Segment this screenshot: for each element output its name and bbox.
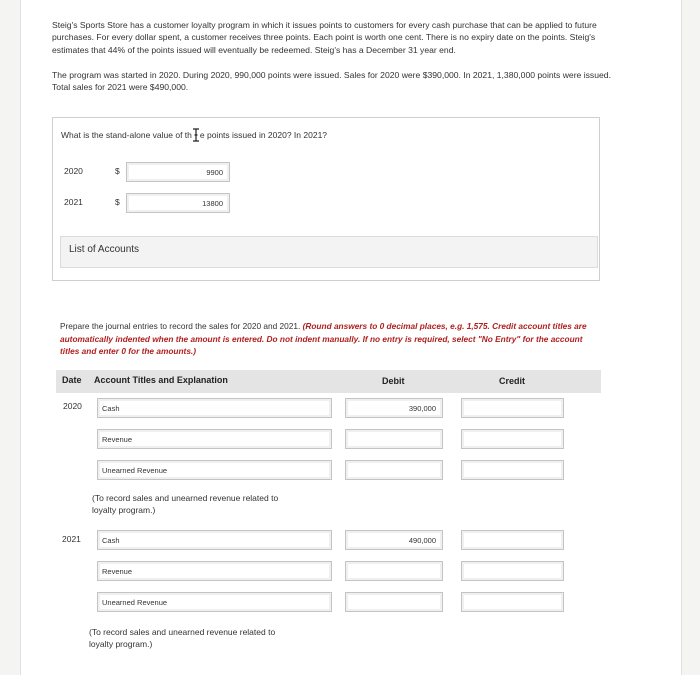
journal-table-header	[56, 370, 601, 393]
journal-instructions: Prepare the journal entries to record the sales for 2020 and 2021. (Round answers to 0 decimal places, e.g. 1,575. Credit account titles are automatically indented when the amount is entered. Do not indent manually. If no entry is required, select "No Entry" for the account titles and enter 0 for the amounts.)	[60, 321, 587, 356]
stand-alone-year-2021: 2021	[64, 197, 83, 207]
question-prompt: What is the stand-alone value of th e points issued in 2020? In 2021?	[61, 130, 328, 140]
stand-alone-value-2021-input[interactable]	[126, 193, 230, 213]
debit-header: Debit	[382, 376, 405, 386]
account-input-2020-line2[interactable]	[97, 429, 332, 449]
debit-input-2021-line1[interactable]	[345, 530, 443, 550]
account-input-2021-line1[interactable]	[97, 530, 332, 550]
debit-input-2021-line3[interactable]	[345, 592, 443, 612]
entry-date-2021: 2021	[62, 534, 81, 544]
account-input-2021-line2[interactable]	[97, 561, 332, 581]
text-cursor-icon	[192, 129, 200, 141]
debit-input-2020-line1[interactable]	[345, 398, 443, 418]
credit-input-2021-line3[interactable]	[461, 592, 564, 612]
debit-input-2021-line2[interactable]	[345, 561, 443, 581]
credit-input-2020-line3[interactable]	[461, 460, 564, 480]
currency-sign-2021: $	[115, 197, 120, 207]
date-header: Date	[62, 375, 82, 385]
list-of-accounts-button[interactable]	[60, 236, 598, 268]
account-input-2020-line1[interactable]	[97, 398, 332, 418]
entry-date-2020: 2020	[63, 401, 82, 411]
account-header: Account Titles and Explanation	[94, 375, 228, 385]
stand-alone-value-2020-input[interactable]	[126, 162, 230, 182]
debit-input-2020-line3[interactable]	[345, 460, 443, 480]
credit-input-2020-line1[interactable]	[461, 398, 564, 418]
credit-input-2021-line1[interactable]	[461, 530, 564, 550]
credit-input-2020-line2[interactable]	[461, 429, 564, 449]
explanation-2021: (To record sales and unearned revenue related to loyalty program.)	[89, 627, 276, 649]
problem-intro: Steig's Sports Store has a customer loyalty program in which it issues points to customers for every cash purchase that can be applied to future purchases. For every dollar spent, a customer receives three points. Each point is worth one cent. There is no expiry date on the points. Steig's estimates that 44% of the points issued will eventually be redeemed. Steig's has a December 31 year end.	[52, 20, 597, 55]
stand-alone-year-2020: 2020	[64, 166, 83, 176]
account-input-2021-line3[interactable]	[97, 592, 332, 612]
problem-details: The program was started in 2020. During 2020, 990,000 points were issued. Sales for 2020 were $390,000. In 2021, 1,380,000 points were issued. Total sales for 2021 were $490,000.	[52, 70, 611, 93]
credit-input-2021-line2[interactable]	[461, 561, 564, 581]
explanation-2020: (To record sales and unearned revenue related to loyalty program.)	[92, 493, 279, 515]
currency-sign-2020: $	[115, 166, 120, 176]
account-input-2020-line3[interactable]	[97, 460, 332, 480]
credit-header: Credit	[499, 376, 526, 386]
debit-input-2020-line2[interactable]	[345, 429, 443, 449]
list-of-accounts-label: List of Accounts	[69, 244, 140, 255]
